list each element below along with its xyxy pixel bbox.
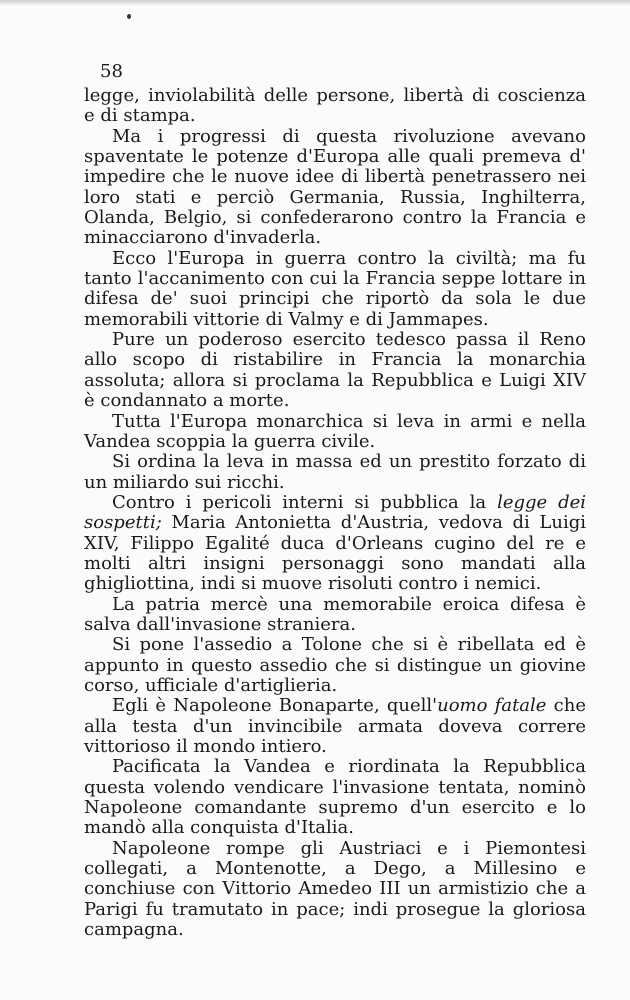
paragraph <box>84 493 586 595</box>
text-segment: Pacificata la Vandea e riordinata la Repubblica questa volendo vendicare l'invasione tentata, nominò Napoleone comandante supremo d'un esercito e lo mandò alla conquista d'Italia. <box>84 756 586 839</box>
body-text <box>84 86 586 940</box>
text-segment: Pure un poderoso esercito tedesco passa il Reno allo scopo di ristabilire in Francia la monarchia assoluta; allora si proclama la Repubblica e Luigi XIV è condannato a morte. <box>84 329 586 412</box>
paragraph <box>84 839 586 941</box>
text-segment: La patria mercè una memorabile eroica difesa è salva dall'invasione straniera. <box>84 593 586 635</box>
paragraph <box>84 595 586 636</box>
paragraph <box>84 635 586 696</box>
paragraph <box>84 330 586 411</box>
italic-text: legge dei sospetti; <box>84 491 586 534</box>
text-segment: legge, inviolabilità delle persone, libertà di coscienza e di stampa. <box>84 85 586 127</box>
paragraph <box>84 249 586 330</box>
text-segment: Si ordina la leva in massa ed un prestito forzato di un miliardo sui ricchi. <box>84 451 586 493</box>
text-segment: Napoleone rompe gli Austriaci e i Piemontesi collegati, a Montenotte, a Dego, a Millesino e conchiuse con Vittorio Amedeo III un armistizio che a Parigi fu tramutato in pace; indi prosegue la gloriosa campagna. <box>84 837 586 941</box>
paragraph <box>84 757 586 838</box>
page-top-edge <box>0 0 630 6</box>
text-segment: Tutta l'Europa monarchica si leva in armi e nella Vandea scoppia la guerra civile. <box>84 410 586 452</box>
page-number: 58 <box>100 61 123 82</box>
text-segment: Maria Antonietta d'Austria, vedova di Luigi XIV, Filippo Egalité duca d'Orleans cugino del re e molti altri insigni personaggi sono mandati alla ghigliottina, indi si muove risoluti contro i nemici. <box>84 512 586 595</box>
paragraph <box>84 452 586 493</box>
ink-speck <box>127 14 131 19</box>
text-segment: che alla testa d'un invincibile armata doveva correre vittorioso il mondo intiero. <box>84 695 586 757</box>
text-segment: Ma i progressi di questa rivoluzione avevano spaventate le potenze d'Europa alle quali premeva d' impedire che le nuove idee di libertà penetrassero nei loro stati e perciò Germania, Russia, Inghilterra, Olanda, Belgio, si confederarono contro la Francia e minacciarono d'invaderla. <box>84 125 586 249</box>
italic-text: uomo fatale <box>437 695 547 717</box>
paragraph <box>84 696 586 757</box>
text-segment: Ecco l'Europa in guerra contro la civiltà; ma fu tanto l'accanimento con cui la Francia seppe lottare in difesa de' suoi principi che riportò da sola le due memorabili vittorie di Valmy e di Jammapes. <box>84 247 586 330</box>
paragraph <box>84 86 586 127</box>
paragraph <box>84 412 586 453</box>
paragraph <box>84 127 586 249</box>
text-segment: Si pone l'assedio a Tolone che si è ribellata ed è appunto in questo assedio che si distingue un giovine corso, ufficiale d'artiglieria. <box>84 634 586 696</box>
text-segment: Contro i pericoli interni si pubblica la <box>112 491 498 513</box>
text-segment: Egli è Napoleone Bonaparte, quell' <box>112 695 438 717</box>
